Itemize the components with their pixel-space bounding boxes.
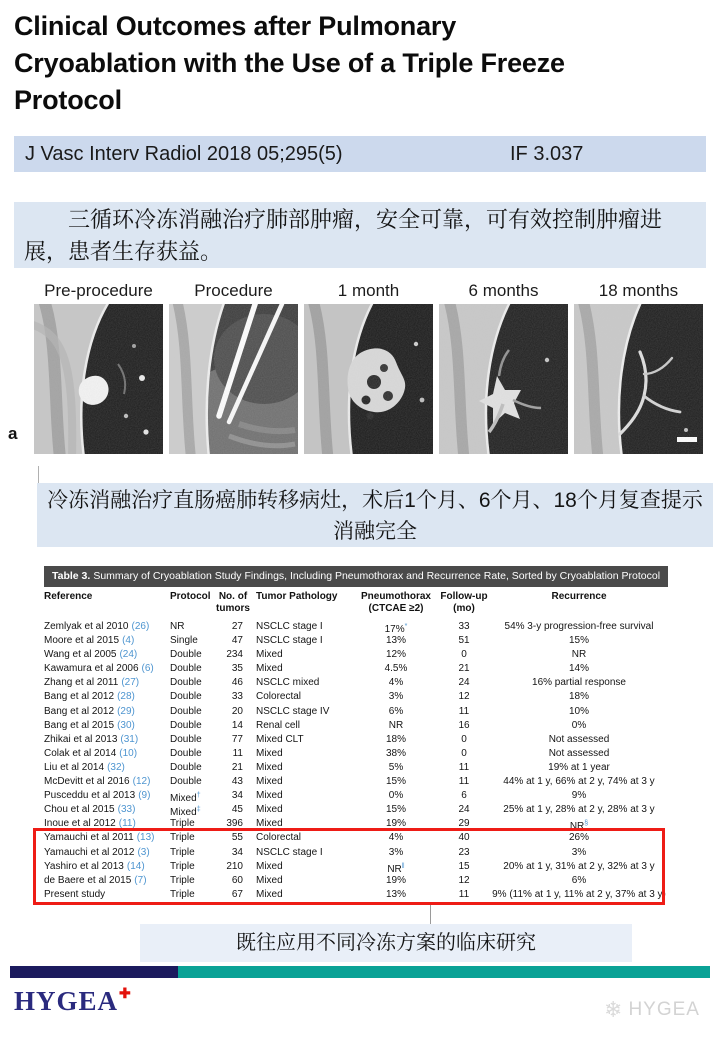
table-cell: 18% xyxy=(568,691,589,703)
table-cell: Yamauchi et al 2011 (13) xyxy=(44,832,155,844)
table-row xyxy=(44,747,668,761)
impact-factor: IF 3.037 xyxy=(510,143,584,165)
figure-panel-marker: a xyxy=(8,424,18,443)
table-cell: 11 xyxy=(458,705,470,717)
figure-labels xyxy=(34,281,704,301)
column-header: Recurrence xyxy=(551,591,607,602)
table-row xyxy=(44,719,668,733)
table-cell: NR§ xyxy=(569,820,589,833)
table-cell: Mixed‡ xyxy=(170,806,201,819)
table-cell: Chou et al 2015 (33) xyxy=(44,804,136,816)
table-cell: 54% 3-y progression-free survival xyxy=(504,621,654,632)
table-cell: 0% xyxy=(571,719,587,731)
table-row xyxy=(44,775,668,789)
table-cell: 24 xyxy=(458,677,470,689)
column-header: No. of tumors xyxy=(216,591,250,614)
column-header: Tumor Pathology xyxy=(256,591,338,602)
table-row xyxy=(44,846,668,860)
table-cell: NSCLC stage I xyxy=(256,635,323,647)
table-cell: 16 xyxy=(458,719,470,731)
table-cell: Mixed xyxy=(256,649,283,661)
table-cell: Bang et al 2015 (30) xyxy=(44,719,135,731)
table-cell: Present study xyxy=(44,888,106,900)
table-cell: 19% xyxy=(385,818,406,830)
table-cell: Mixed xyxy=(256,790,283,802)
table-row xyxy=(44,620,668,634)
table-cell: Inoue et al 2012 (11) xyxy=(44,818,136,830)
table-cell: Double xyxy=(170,691,202,703)
column-header: Reference xyxy=(44,591,93,602)
table-cell: 46 xyxy=(231,677,243,689)
table-cell: Mixed xyxy=(256,860,283,872)
table-cell: Double xyxy=(170,649,202,661)
title-line-1: Clinical Outcomes after Pulmonary xyxy=(14,11,457,41)
table-cell: 34 xyxy=(231,790,243,802)
table-row xyxy=(44,860,668,874)
table-cell: 34 xyxy=(231,846,243,858)
table-row xyxy=(44,648,668,662)
table-cell: 15% xyxy=(385,776,406,788)
table-cell: NR xyxy=(388,719,404,731)
hygea-logo-text: HYGEA xyxy=(14,986,119,1016)
table-cell: Not assessed xyxy=(548,747,610,759)
table-body xyxy=(44,620,668,902)
table-cell: Double xyxy=(170,747,202,759)
table-cell: 12 xyxy=(458,874,470,886)
table-cell: 6 xyxy=(461,790,467,802)
table-cell: NR xyxy=(571,649,587,661)
footer-bar-navy xyxy=(10,966,178,978)
table-cell: 6% xyxy=(388,705,404,717)
table-cell: Not assessed xyxy=(548,733,610,745)
table-cell: 40 xyxy=(458,832,470,844)
table-row xyxy=(44,803,668,817)
table-cell: 0% xyxy=(388,790,404,802)
table-cell: 11 xyxy=(458,776,470,788)
table-cell: 13% xyxy=(385,635,406,647)
table-cell: Bang et al 2012 (28) xyxy=(44,691,135,703)
slide-title xyxy=(14,8,714,119)
table-row xyxy=(44,690,668,704)
table-number-label: Table 3. xyxy=(52,570,91,582)
figure-label-pre-procedure: Pre-procedure xyxy=(44,281,153,300)
column-header: Follow-up (mo) xyxy=(440,591,488,614)
table-cell: 21 xyxy=(231,761,243,773)
table-cell: 4% xyxy=(388,832,404,844)
table-cell: Mixed xyxy=(256,663,283,675)
table-cell: Triple xyxy=(170,860,195,872)
table-cell: $NR^ǁ$ xyxy=(387,862,405,875)
table-cell: 12% xyxy=(385,649,406,661)
table-cell: Double xyxy=(170,719,202,731)
table-cell: 45 xyxy=(231,804,243,816)
table-cell: 19% xyxy=(385,874,406,886)
footer-bar-teal xyxy=(178,966,710,978)
table-cell: Double xyxy=(170,733,202,745)
table-row xyxy=(44,789,668,803)
table-row xyxy=(44,662,668,676)
figure-label-18-months: 18 months xyxy=(598,281,679,300)
table-cell: NR xyxy=(170,621,185,632)
table-cell: 3% xyxy=(388,691,404,703)
ct-image-procedure xyxy=(169,304,298,454)
summary-box xyxy=(14,202,706,268)
table-row xyxy=(44,676,668,690)
column-header: Protocol xyxy=(170,591,211,602)
table-cell: Colorectal xyxy=(256,832,302,844)
table-cell: 26% xyxy=(568,832,589,844)
table-cell: 25% at 1 y, 28% at 2 y, 28% at 3 y xyxy=(503,804,655,816)
table-cell: Renal cell xyxy=(256,719,300,731)
table-cell: Triple xyxy=(170,846,195,858)
table-cell: 15 xyxy=(458,860,470,872)
table-cell: Yashiro et al 2013 (14) xyxy=(44,860,145,872)
figure-label-1-month: 1 month xyxy=(337,281,400,300)
table-cell: Mixed CLT xyxy=(256,733,304,745)
table-cell: Triple xyxy=(170,874,195,886)
table-cell: Mixed xyxy=(256,776,283,788)
ct-image-6-months xyxy=(439,304,568,454)
table-cell: Double xyxy=(170,705,202,717)
table-cell: 11 xyxy=(458,888,470,900)
table-cell: 17%* xyxy=(384,623,408,635)
figure-caption-box xyxy=(37,483,713,547)
table-cell: Double xyxy=(170,663,202,675)
table-cell: Mixed xyxy=(256,818,283,830)
table-cell: 47 xyxy=(231,635,243,647)
table-cell: Moore et al 2015 (4) xyxy=(44,635,135,647)
table-cell: Mixed xyxy=(256,888,283,900)
table-cell: Triple xyxy=(170,818,195,830)
snowflake-icon: ❄ xyxy=(604,997,624,1022)
journal-citation: J Vasc Interv Radiol 2018 05;295(5) xyxy=(25,143,343,165)
table-cell: 13% xyxy=(385,888,406,900)
table-cell: 3% xyxy=(388,846,404,858)
table-cell: 5% xyxy=(388,761,404,773)
figure-caption-line-2: 消融完全 xyxy=(333,520,417,543)
table-cell: 3% xyxy=(571,846,587,858)
table-cell: 15% xyxy=(568,635,589,647)
table-cell: 33 xyxy=(231,691,243,703)
table-row xyxy=(44,733,668,747)
table-row xyxy=(44,817,668,831)
table-cell: 18% xyxy=(385,733,406,745)
table-cell: Wang et al 2005 (24) xyxy=(44,649,138,661)
table-cell: Zhang et al 2011 (27) xyxy=(44,677,140,689)
table-cell: 19% at 1 year xyxy=(548,761,610,773)
table-cell: Kawamura et al 2006 (6) xyxy=(44,663,154,675)
table-cell: de Baere et al 2015 (7) xyxy=(44,874,147,886)
table-cell: Zhikai et al 2013 (31) xyxy=(44,733,139,745)
table-cell: 14% xyxy=(568,663,589,675)
table-header-row xyxy=(44,591,668,614)
table-cell: Double xyxy=(170,776,202,788)
table-cell: 29 xyxy=(458,818,470,830)
title-line-3: Protocol xyxy=(14,85,122,115)
table-cell: 55 xyxy=(231,832,243,844)
table-cell: 60 xyxy=(231,874,243,886)
ct-image-18-months xyxy=(574,304,703,454)
table-cell: Single xyxy=(170,635,198,647)
hygea-logo xyxy=(14,986,131,1017)
figure-label-6-months: 6 months xyxy=(468,281,539,300)
table-title-bar xyxy=(44,566,668,587)
table-cell: Colorectal xyxy=(256,691,302,703)
table-cell: 38% xyxy=(385,747,406,759)
summary-text: 三循环冷冻消融治疗肺部肿瘤，安全可靠，可有效控制肿瘤进展，患者生存获益。 xyxy=(24,207,663,264)
table-cell: 11 xyxy=(458,761,470,773)
table-cell: 12 xyxy=(458,691,470,703)
table-cell: 51 xyxy=(458,635,470,647)
table-cell: NSCLC mixed xyxy=(256,677,320,689)
table-cell: 0 xyxy=(461,733,467,745)
table-cell: 27 xyxy=(231,621,243,632)
table-cell: 210 xyxy=(226,860,243,872)
ct-figure-strip xyxy=(34,304,704,454)
table-cell: 10% xyxy=(568,705,589,717)
table-cell: 9% xyxy=(571,790,587,802)
table-cell: 77 xyxy=(231,733,243,745)
table-cell: 23 xyxy=(458,846,470,858)
study-table xyxy=(30,558,692,912)
table-cell: Colak et al 2014 (10) xyxy=(44,747,138,759)
table-cell: Mixed xyxy=(256,804,283,816)
table-cell: 33 xyxy=(458,621,470,632)
table-cell: Mixed xyxy=(256,761,283,773)
table-cell: NSCLC stage I xyxy=(256,846,323,858)
journal-bar xyxy=(14,136,706,172)
table-cell: 14 xyxy=(231,719,243,731)
column-header: Pneumothorax (CTCAE ≥2) xyxy=(360,591,431,614)
figure-caption-line-1: 冷冻消融治疗直肠癌肺转移病灶，术后1个月、6个月、18个月复查提示 xyxy=(47,489,703,512)
title-line-2: Cryoablation with the Use of a Triple Freeze xyxy=(14,48,565,78)
figure-label-procedure: Procedure xyxy=(194,281,273,300)
table-cell: Liu et al 2014 (32) xyxy=(44,761,125,773)
table-cell: 43 xyxy=(231,776,243,788)
table-cell: 0 xyxy=(461,649,467,661)
table-cell: Mixed† xyxy=(170,792,201,805)
table-cell: Zemlyak et al 2010 (26) xyxy=(44,621,150,632)
table-cell: 24 xyxy=(458,804,470,816)
table-cell: NSCLC stage IV xyxy=(256,705,330,717)
table-row xyxy=(44,831,668,845)
table-row xyxy=(44,634,668,648)
table-cell: 35 xyxy=(231,663,243,675)
table-cell: 4.5% xyxy=(384,663,408,675)
table-cell: 0 xyxy=(461,747,467,759)
table-cell: 9% (11% at 1 y, 11% at 2 y, 37% at 3 y) xyxy=(492,888,666,900)
guide-line-artifact xyxy=(430,905,431,925)
table-title-text: Summary of Cryoablation Study Findings, Including Pneumothorax and Recurrence Rate, Sorted by Cryoablation Protocol xyxy=(93,570,661,582)
table-cell: 20 xyxy=(231,705,243,717)
table-cell: Triple xyxy=(170,832,195,844)
table-cell: 44% at 1 y, 66% at 2 y, 74% at 3 y xyxy=(503,776,655,788)
table-cell: Double xyxy=(170,761,202,773)
watermark-text: HYGEA xyxy=(628,999,700,1020)
ct-image-pre-procedure xyxy=(34,304,163,454)
table-cell: Mixed xyxy=(256,874,283,886)
ct-image-1-month xyxy=(304,304,433,454)
table-cell: 11 xyxy=(232,747,243,759)
table-cell: 16% partial response xyxy=(532,677,626,689)
table-cell: 21 xyxy=(458,663,470,675)
table-cell: Triple xyxy=(170,888,195,900)
table-cell: 6% xyxy=(571,874,587,886)
table-caption-box: 既往应用不同冷冻方案的临床研究 xyxy=(140,924,632,962)
table-cell: NSCLC stage I xyxy=(256,621,323,632)
red-cross-icon: ✚ xyxy=(119,987,131,1002)
table-cell: 15% xyxy=(385,804,406,816)
hygea-watermark xyxy=(604,997,700,1023)
table-row xyxy=(44,888,668,902)
table-row xyxy=(44,705,668,719)
table-cell: Double xyxy=(170,677,202,689)
table-cell: 234 xyxy=(226,649,243,661)
table-cell: 4% xyxy=(388,677,404,689)
table-cell: Bang et al 2012 (29) xyxy=(44,705,135,717)
table-cell: 67 xyxy=(231,888,243,900)
table-cell: 20% at 1 y, 31% at 2 y, 32% at 3 y xyxy=(503,860,655,872)
table-cell: 396 xyxy=(226,818,243,830)
table-row xyxy=(44,761,668,775)
table-cell: Pusceddu et al 2013 (9) xyxy=(44,790,151,802)
table-cell: Mixed xyxy=(256,747,283,759)
table-cell: McDevitt et al 2016 (12) xyxy=(44,776,151,788)
table-row xyxy=(44,874,668,888)
table-cell: Yamauchi et al 2012 (3) xyxy=(44,846,150,858)
